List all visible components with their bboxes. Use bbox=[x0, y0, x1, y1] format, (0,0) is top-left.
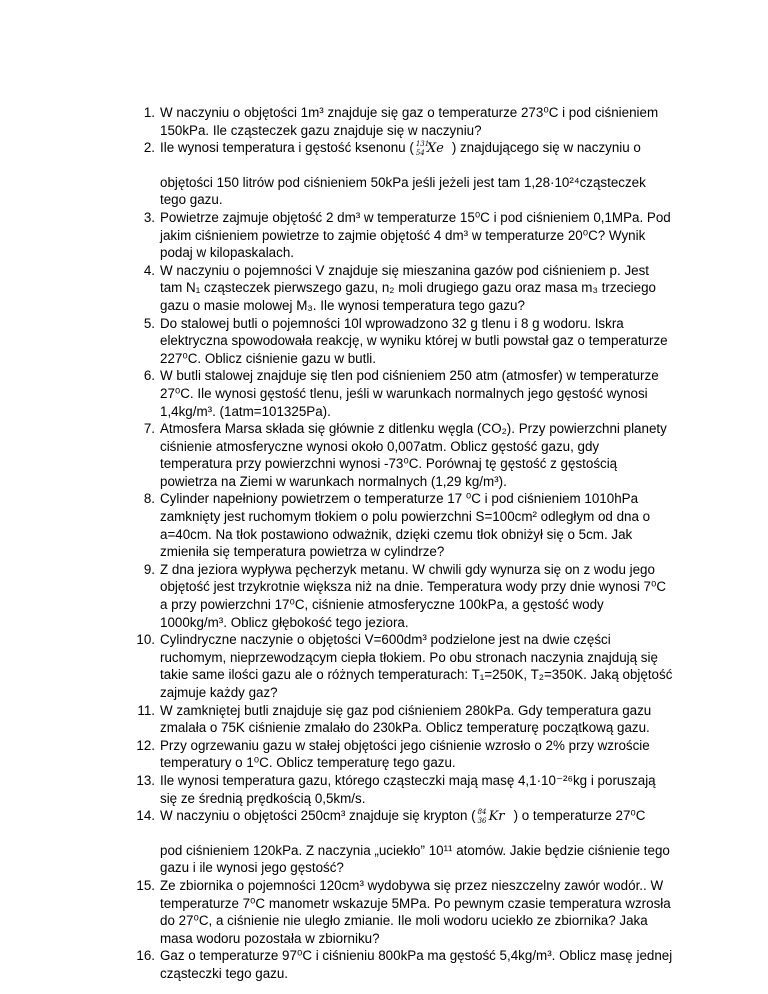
item-number: 13. bbox=[136, 772, 155, 788]
item-number: 2. bbox=[143, 140, 155, 156]
item-number: 3. bbox=[143, 209, 155, 225]
item-number: 16. bbox=[136, 948, 155, 964]
list-item bbox=[134, 262, 674, 315]
item-text: Ile wynosi temperatura i gęstość ksenonu ( 131 54 Xe ) znajdującego się w naczyniu o bbox=[160, 139, 641, 157]
list-item bbox=[134, 631, 674, 701]
item-text: Ze zbiornika o pojemności 120cm³ wydobywa się przez nieszczelny zawór wodór.. W temperaturze 7⁰C manometr wskazuje 5MPa. Po pewnym czasie temperatura wzrosła do 27⁰C, a ciśnienie nie uległo zmianie. Ile moli wodoru uciekło ze zbiornika? Jaka masa wodoru pozostała w zbiorniku? bbox=[160, 877, 671, 946]
item-text: W naczyniu o objętości 1m³ znajduje się gaz o temperaturze 273⁰C i pod ciśnieniem 150kPa. Ile cząsteczek gazu znajduje się w naczyniu? bbox=[160, 105, 659, 138]
item-text: W naczyniu o objętości 250cm³ znajduje się krypton ( 84 36 Kr ) o temperaturze 27⁰C bbox=[160, 807, 646, 825]
item-continuation: objętości 150 litrów pod ciśnieniem 50kPa jeśli jeżeli jest tam 1,28·10²⁴cząsteczek tego gazu. bbox=[160, 174, 646, 208]
item-number: 9. bbox=[143, 561, 155, 577]
item-number: 15. bbox=[136, 877, 155, 893]
item-text: W zamkniętej butli znajduje się gaz pod ciśnieniem 280kPa. Gdy temperatura gazu zmalała o 75K ciśnienie zmalało do 230kPa. Oblicz temperaturę początkową gazu. bbox=[160, 702, 652, 736]
item-number: 6. bbox=[143, 368, 155, 384]
item-number: 5. bbox=[143, 315, 155, 331]
item-text: Powietrze zajmuje objętość 2 dm³ w temperaturze 15⁰C i pod ciśnieniem 0,1MPa. Pod jakim ciśnieniem powietrze to zajmie objętość 4 dm³ w temperaturze 20⁰C? Wynik podaj w kilopaskalach. bbox=[160, 209, 671, 261]
item-text: Atmosfera Marsa składa się głównie z ditlenku węgla (CO₂). Przy powierzchni planety ciśnienie atmosferyczne wynosi około 0,007atm. Oblicz gęstość gazu, gdy temperatura przy powierzchni wynosi -73⁰C. Porównaj tę gęstość z gęstością powietrza na Ziemi w warunkach normalnych (1,29 kg/m³). bbox=[160, 421, 667, 489]
krypton-nuclide-symbol: 84 36 Kr bbox=[477, 807, 505, 825]
list-item bbox=[134, 807, 674, 825]
item-number: 10. bbox=[136, 632, 155, 648]
item-number: 14. bbox=[136, 808, 155, 824]
problem-list bbox=[134, 104, 674, 983]
item-text: Ile wynosi temperatura gazu, którego cząsteczki mają masę 4,1·10⁻²⁶kg i poruszają się ze średnią prędkością 0,5km/s. bbox=[160, 772, 656, 806]
list-item bbox=[134, 420, 674, 490]
list-item bbox=[134, 139, 674, 157]
item-text: Cylinder napełniony powietrzem o temperaturze 17 ⁰C i pod ciśnieniem 1010hPa zamknięty jest ruchomym tłokiem o polu powierzchni S=100cm² odległym od dna o a=40cm. Na tłok postawiono odważnik, dzięki czemu tłok obniżył się o 5cm. Jak zmieniła się temperatura powietrza w cylindrze? bbox=[160, 491, 651, 560]
list-item bbox=[134, 561, 674, 631]
list-item bbox=[134, 367, 674, 420]
list-item bbox=[134, 209, 674, 262]
item-number: 8. bbox=[143, 491, 155, 507]
item-text: W butli stalowej znajduje się tlen pod ciśnieniem 250 atm (atmosfer) w temperaturze 27⁰C. Ile wynosi gęstość tlenu, jeśli w warunkach normalnych jego gęstość wynosi 1,4kg/m³. (1atm=101325Pa). bbox=[160, 368, 659, 419]
list-item bbox=[134, 877, 674, 947]
list-item bbox=[134, 490, 674, 560]
item-number: 4. bbox=[143, 262, 155, 278]
list-item bbox=[134, 947, 674, 982]
item-continuation: pod ciśnieniem 120kPa. Z naczynia „uciekło” 10¹¹ atomów. Jakie będzie ciśnienie tego gazu i ile wynosi jego gęstość? bbox=[160, 842, 670, 876]
list-item bbox=[134, 315, 674, 368]
list-item bbox=[134, 702, 674, 737]
item-number: 1. bbox=[143, 105, 155, 120]
item-number: 11. bbox=[137, 702, 155, 718]
item-number: 12. bbox=[136, 737, 155, 753]
item-text: W naczyniu o pojemności V znajduje się mieszanina gazów pod ciśnieniem p. Jest tam N₁ cząsteczek pierwszego gazu, n₂ moli drugiego gazu oraz masa m₃ trzeciego gazu o masie molowej M₃. Ile wynosi temperatura tego gazu? bbox=[160, 262, 656, 313]
list-item bbox=[134, 737, 674, 772]
list-item bbox=[134, 104, 674, 139]
item-text: Cylindryczne naczynie o objętości V=600dm³ podzielone jest na dwie części ruchomym, nieprzewodzącym ciepła tłokiem. Po obu stronach naczynia znajdują się takie same ilości gazu ale o różnych temperaturach: T₁=250K, T₂=350K. Jaką objętość zajmuje każdy gaz? bbox=[160, 632, 673, 700]
item-text: Z dna jeziora wypływa pęcherzyk metanu. W chwili gdy wynurza się on z wodu jego objętość jest trzykrotnie większa niż na dnie. Temperatura wody przy dnie wynosi 7⁰C a przy powierzchni 17⁰C, ciśnienie atmosferyczne 100kPa, a gęstość wody 1000kg/m³. Oblicz głębokość tego jeziora. bbox=[160, 561, 667, 630]
item-number: 7. bbox=[143, 421, 155, 437]
item-text: Do stalowej butli o pojemności 10l wprowadzono 32 g tlenu i 8 g wodoru. Iskra elektryczna spowodowała reakcję, w wyniku której w butli powstał gaz o temperaturze 227⁰C. Oblicz ciśnienie gazu w butli. bbox=[160, 315, 668, 366]
xenon-nuclide-symbol: 131 54 Xe bbox=[415, 139, 444, 157]
item-text: Gaz o temperaturze 97⁰C i ciśnieniu 800kPa ma gęstość 5,4kg/m³. Oblicz masę jednej cząsteczki tego gazu. bbox=[160, 948, 673, 981]
item-text: Przy ogrzewaniu gazu w stałej objętości jego ciśnienie wzrosło o 2% przy wzroście temperatury o 1⁰C. Oblicz temperaturę tego gazu. bbox=[160, 737, 650, 771]
list-item bbox=[134, 772, 674, 807]
